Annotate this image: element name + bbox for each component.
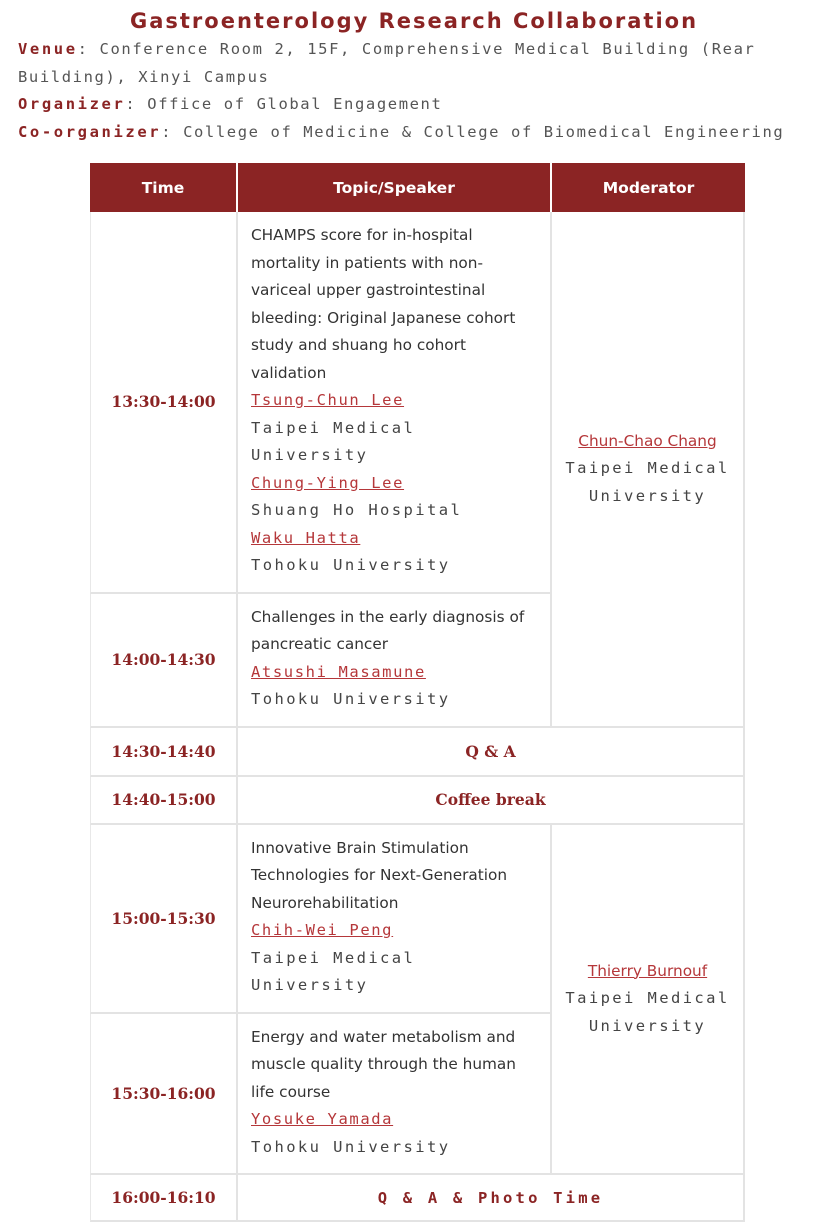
agenda-table	[90, 163, 745, 1222]
header-time: Time	[90, 163, 238, 212]
topic-cell	[238, 1014, 552, 1176]
organizer-value: Office of Global Engagement	[147, 95, 443, 113]
moderator-link[interactable]: Chun-Chao Chang	[578, 431, 717, 450]
topic-cell	[238, 594, 552, 728]
table-row	[90, 728, 745, 777]
talk-title: Innovative Brain Stimulation Technologies for Next-Generation Neurorehabilitation	[251, 838, 508, 912]
time-cell: 14:40-15:00	[90, 777, 238, 825]
moderator-affiliation: Taipei Medical University	[565, 459, 730, 505]
speaker-link[interactable]: Waku Hatta	[251, 528, 361, 547]
header-topic: Topic/Speaker	[238, 163, 552, 212]
event-info	[18, 36, 810, 146]
speaker-affiliation: Taipei Medical University	[251, 948, 416, 994]
qa-label: Q & A	[238, 728, 745, 777]
moderator-cell	[552, 212, 745, 728]
talk-title: Challenges in the early diagnosis of pancreatic cancer	[251, 607, 525, 653]
time-cell: 13:30-14:00	[90, 212, 238, 594]
topic-cell	[238, 212, 552, 594]
speaker-affiliation: Tohoku University	[251, 1137, 451, 1156]
moderator-cell	[552, 825, 745, 1176]
header-moderator: Moderator	[552, 163, 745, 212]
page-title: Gastroenterology Research Collaboration	[129, 9, 699, 33]
venue-label: Venue	[18, 40, 78, 58]
speaker-link[interactable]: Chung-Ying Lee	[251, 473, 405, 492]
moderator-affiliation: Taipei Medical University	[565, 989, 730, 1035]
time-cell: 15:00-15:30	[90, 825, 238, 1014]
speaker-affiliation: Tohoku University	[251, 690, 451, 708]
talk-title: CHAMPS score for in-hospital mortality in patients with non-variceal upper gastrointestinal bleeding: Original Japanese cohort study and shuang ho cohort validation	[251, 226, 516, 382]
time-cell: 14:30-14:40	[90, 728, 238, 777]
venue-line: Venue: Conference Room 2, 15F, Comprehensive Medical Building (Rear Building), Xinyi Campus	[18, 40, 756, 86]
organizer-line: Organizer: Office of Global Engagement	[18, 95, 443, 113]
table-row	[90, 825, 745, 1014]
venue-value: Conference Room 2, 15F, Comprehensive Medical Building (Rear Building), Xinyi Campus	[18, 40, 756, 86]
speaker-link[interactable]: Chih-Wei Peng	[251, 921, 394, 939]
table-row	[90, 777, 745, 825]
organizer-label: Organizer	[18, 95, 126, 113]
speaker-affiliation: Shuang Ho Hospital	[251, 501, 463, 519]
topic-cell	[238, 825, 552, 1014]
talk-title: Energy and water metabolism and muscle quality through the human life course	[251, 1027, 516, 1101]
speaker-affiliation: Tohoku University	[251, 556, 451, 574]
time-cell: 15:30-16:00	[90, 1014, 238, 1176]
speaker-link[interactable]: Tsung-Chun Lee	[251, 391, 405, 409]
table-row	[90, 212, 745, 594]
speaker-affiliation: Taipei Medical University	[251, 418, 416, 464]
moderator-link[interactable]: Thierry Burnouf	[587, 961, 708, 980]
time-cell: 16:00-16:10	[90, 1175, 238, 1222]
coorganizer-line: Co-organizer: College of Medicine & College of Biomedical Engineering	[18, 122, 785, 141]
coorganizer-value: College of Medicine & College of Biomedical Engineering	[183, 122, 785, 141]
coffee-break-label: Coffee break	[238, 777, 745, 825]
speaker-link[interactable]: Atsushi Masamune	[251, 662, 426, 681]
speaker-link[interactable]: Yosuke Yamada	[251, 1110, 394, 1128]
qa-photo-label: Q & A & Photo Time	[238, 1175, 745, 1222]
table-row	[90, 1175, 745, 1222]
table-header-row	[90, 163, 745, 212]
coorganizer-label: Co-organizer	[18, 122, 162, 141]
time-cell: 14:00-14:30	[90, 594, 238, 728]
